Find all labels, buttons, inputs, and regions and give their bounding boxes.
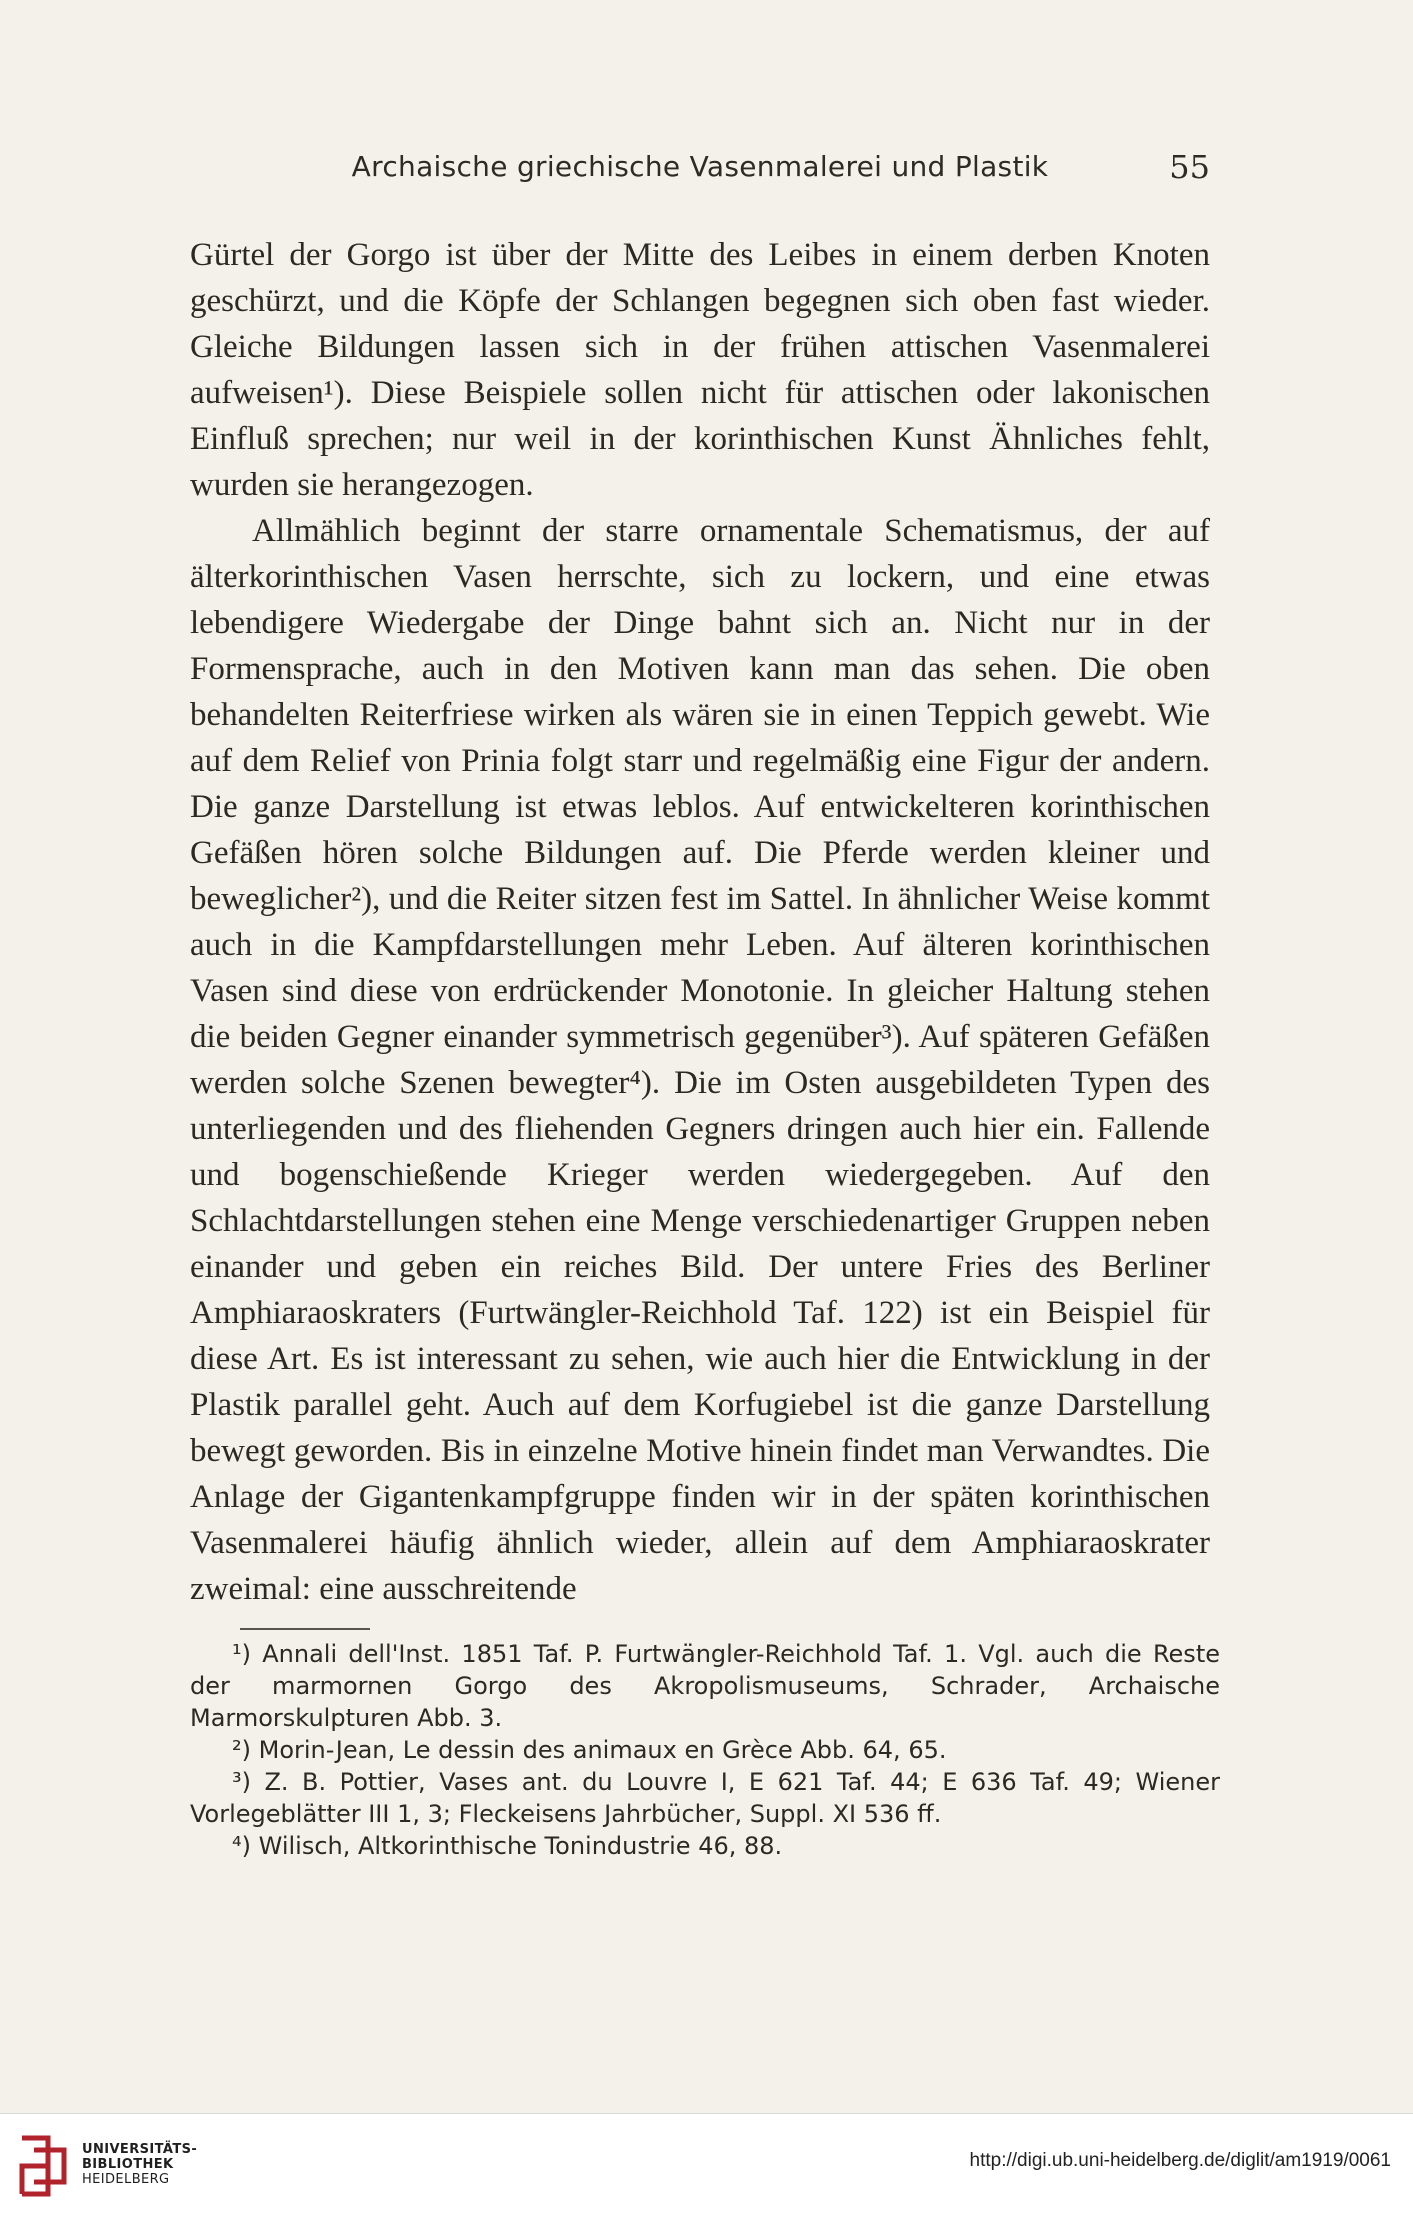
logo-line-2: BIBLIOTHEK — [82, 2157, 174, 2172]
footnote-4: ⁴) Wilisch, Altkorinthische Tonindustrie 46, 88. — [232, 1832, 783, 1860]
footnotes — [190, 1638, 1220, 1862]
page-number: 55 — [1169, 148, 1210, 186]
viewer-footer — [0, 2113, 1413, 2215]
footnote-2: ²) Morin-Jean, Le dessin des animaux en Grèce Abb. 64, 65. — [232, 1736, 947, 1764]
paragraph-2: Allmählich beginnt der starre ornamentale Schematismus, der auf älterkorinthischen Vasen herrschte, sich zu lockern, und eine etwas lebendigere Wiedergabe der Dinge bahnt sich an. Nicht nur in der Formensprache, auch in den Motiven kann man das sehen. Die oben behandelten Reiterfriese wirken als wären sie in einen Teppich gewebt. Wie auf dem Relief von Prinia folgt starr und regelmäßig eine Figur der andern. Die ganze Darstellung ist etwas leblos. Auf entwickelteren korinthischen Gefäßen hören solche Bildungen auf. Die Pferde werden kleiner und beweglicher²), und die Reiter sitzen fest im Sattel. In ähnlicher Weise kommt auch in die Kampfdarstellungen mehr Leben. Auf älteren korinthischen Vasen sind diese von erdrückender Monotonie. In gleicher Haltung stehen die beiden Gegner einander symmetrisch gegenüber³). Auf späteren Gefäßen werden solche Szenen bewegter⁴). Die im Osten ausgebildeten Typen des unterliegenden und des fliehenden Gegners dringen auch hier ein. Fallende und bogenschießende Krieger werden wiedergegeben. Auf den Schlachtdarstellungen stehen eine Menge verschiedenartiger Gruppen neben einander und geben ein reiches Bild. Der untere Fries des Berliner Amphiaraoskraters (Furtwängler-Reichhold Taf. 122) ist ein Beispiel für diese Art. Es ist interessant zu sehen, wie auch hier die Entwicklung in der Plastik parallel geht. Auch auf dem Korfugiebel ist die ganze Darstellung bewegt geworden. Bis in einzelne Motive hinein findet man Verwandtes. Die Anlage der Gigantenkampfgruppe finden wir in der späten korinthischen Vasenmalerei häufig ähnlich wieder, allein auf dem Amphiaraoskrater zweimal: eine ausschreitende — [190, 513, 1210, 1607]
body-text — [190, 232, 1210, 1612]
logo-line-1: UNIVERSITÄTS- — [82, 2142, 198, 2157]
page-header — [190, 150, 1210, 194]
library-logo-text — [82, 2142, 197, 2187]
paragraph-1: Gürtel der Gorgo ist über der Mitte des Leibes in einem derben Knoten geschürzt, und die Köpfe der Schlangen begegnen sich oben fast wieder. Gleiche Bildungen lassen sich in der frühen attischen Vasenmalerei aufweisen¹). Diese Beispiele sollen nicht für attischen oder lakonischen Einfluß sprechen; nur weil in der korinthischen Kunst Ähnliches fehlt, wurden sie herangezogen. — [190, 237, 1210, 503]
footnote-1: ¹) Annali dell'Inst. 1851 Taf. P. Furtwängler-Reichhold Taf. 1. Vgl. auch die Reste der marmornen Gorgo des Akropolismuseums, Schrader, Archaische Marmorskulpturen Abb. 3. — [190, 1640, 1220, 1732]
logo-line-3: HEIDELBERG — [82, 2172, 170, 2187]
running-title: Archaische griechische Vasenmalerei und Plastik — [351, 150, 1049, 183]
footnote-3: ³) Z. B. Pottier, Vases ant. du Louvre I, E 621 Taf. 44; E 636 Taf. 49; Wiener Vorlegeblätter III 1, 3; Fleckeisens Jahrbücher, Suppl. XI 536 ff. — [190, 1768, 1220, 1828]
footnote-rule — [240, 1628, 370, 1630]
permalink-url[interactable]: http://digi.ub.uni-heidelberg.de/diglit/am1919/0061 — [969, 2150, 1391, 2171]
library-logo-icon — [14, 2128, 72, 2204]
